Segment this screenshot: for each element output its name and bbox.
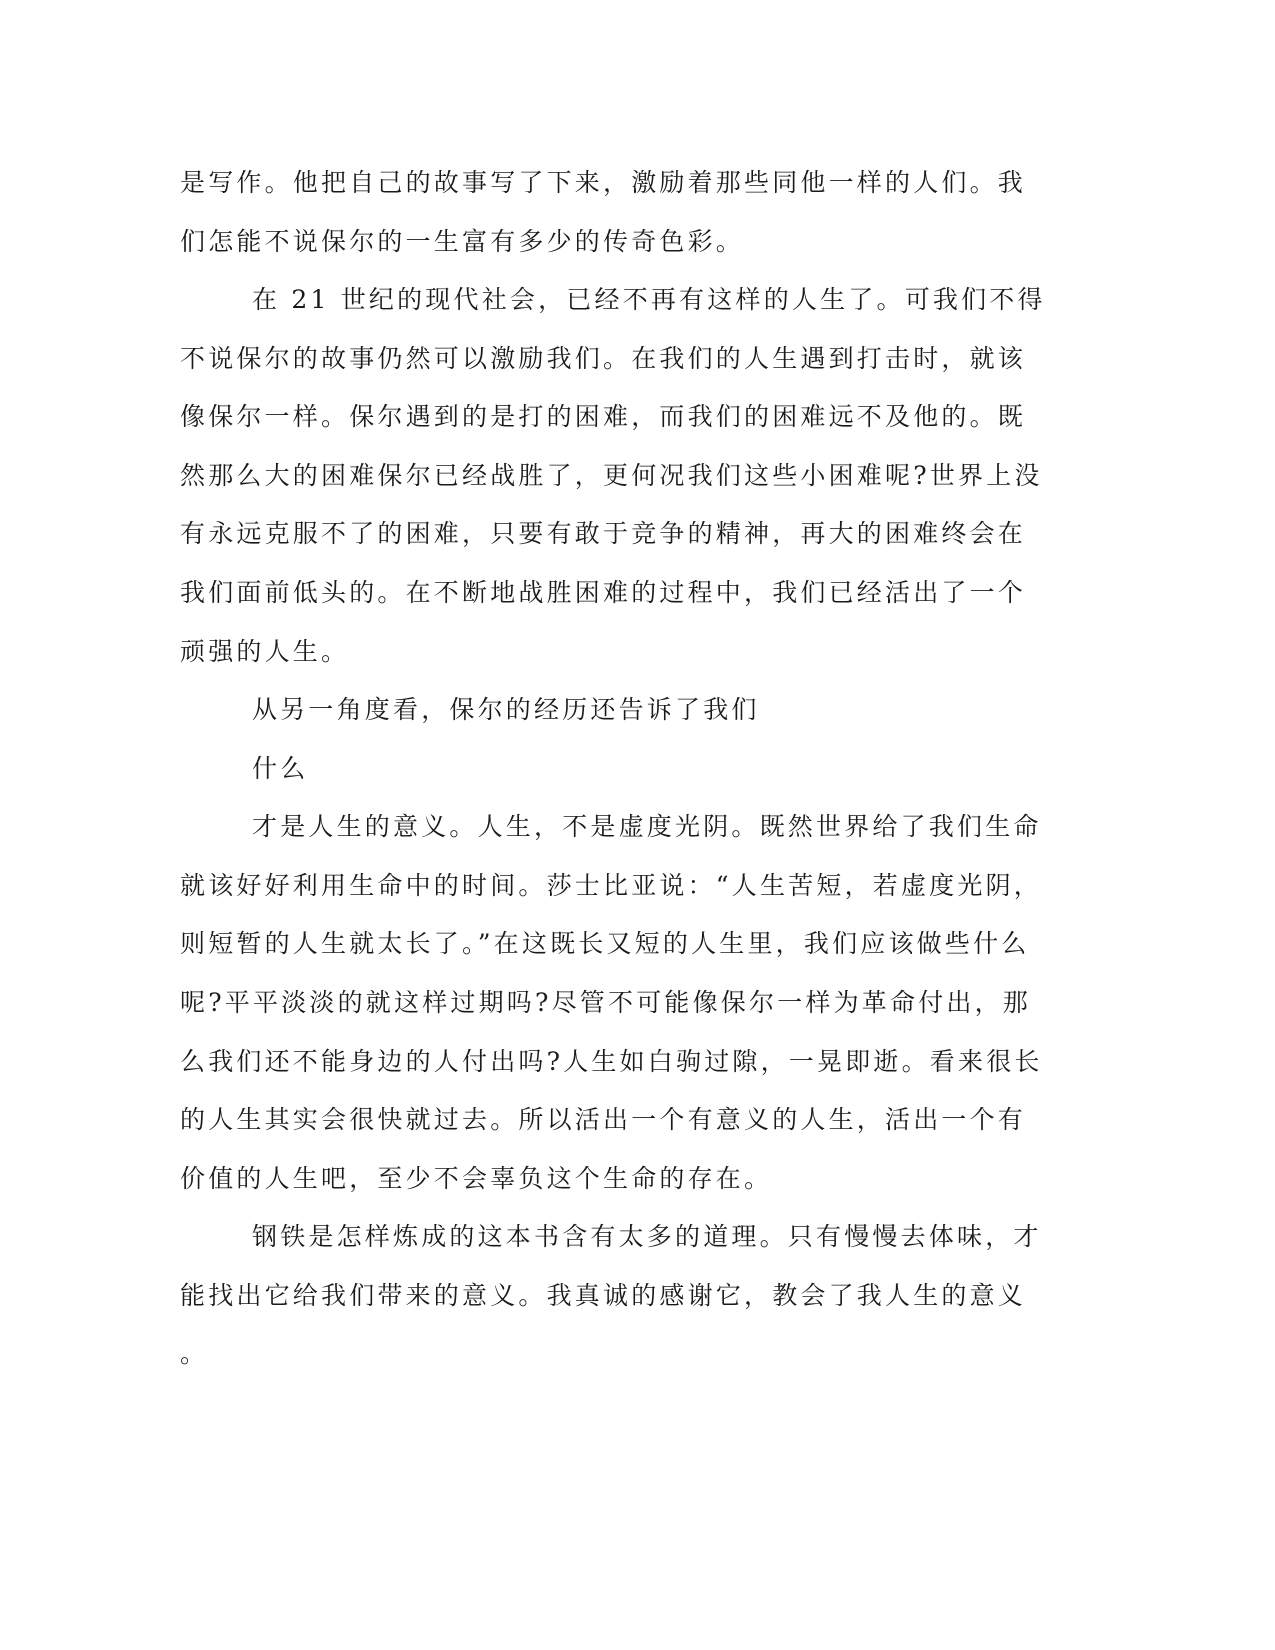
paragraph-start-line: 才是人生的意义。人生，不是虚度光阴。既然世界给了我们生命	[252, 812, 1042, 841]
text-line: 然那么大的困难保尔已经战胜了，更何况我们这些小困难呢?世界上没	[180, 461, 1043, 490]
paragraph-start-line: 在 21 世纪的现代社会，已经不再有这样的人生了。可我们不得	[252, 285, 1046, 314]
text-line: 能找出它给我们带来的意义。我真诚的感谢它，教会了我人生的意义	[180, 1281, 1027, 1310]
text-line: 么我们还不能身边的人付出吗?人生如白驹过隙，一晃即逝。看来很长	[180, 1047, 1043, 1076]
text-line: 则短暂的人生就太长了。”在这既长又短的人生里，我们应该做些什么	[180, 929, 1030, 958]
text-line: 我们面前低头的。在不断地战胜困难的过程中，我们已经活出了一个	[180, 578, 1027, 607]
text-line: 们怎能不说保尔的一生富有多少的传奇色彩。	[180, 227, 745, 256]
text-line: 有永远克服不了的困难，只要有敢于竞争的精神，再大的困难终会在	[180, 519, 1027, 548]
text-line: 价值的人生吧，至少不会辜负这个生命的存在。	[180, 1164, 773, 1193]
paragraph-start-line: 钢铁是怎样炼成的这本书含有太多的道理。只有慢慢去体味，才	[252, 1222, 1042, 1251]
text-line: 像保尔一样。保尔遇到的是打的困难，而我们的困难远不及他的。既	[180, 402, 1027, 431]
text-line: 的人生其实会很快就过去。所以活出一个有意义的人生，活出一个有	[180, 1105, 1027, 1134]
text-line: 。	[180, 1339, 209, 1368]
text-line: 不说保尔的故事仍然可以激励我们。在我们的人生遇到打击时，就该	[180, 344, 1027, 373]
text-line: 呢?平平淡淡的就这样过期吗?尽管不可能像保尔一样为革命付出，那	[180, 988, 1032, 1017]
text-line: 顽强的人生。	[180, 637, 350, 666]
paragraph-start-line: 从另一角度看，保尔的经历还告诉了我们	[252, 695, 760, 724]
text-line: 是写作。他把自己的故事写了下来，激励着那些同他一样的人们。我	[180, 168, 1027, 197]
text-line: 什么	[252, 754, 309, 783]
text-line: 就该好好利用生命中的时间。莎士比亚说：“人生苦短，若虚度光阴，	[180, 871, 1042, 900]
